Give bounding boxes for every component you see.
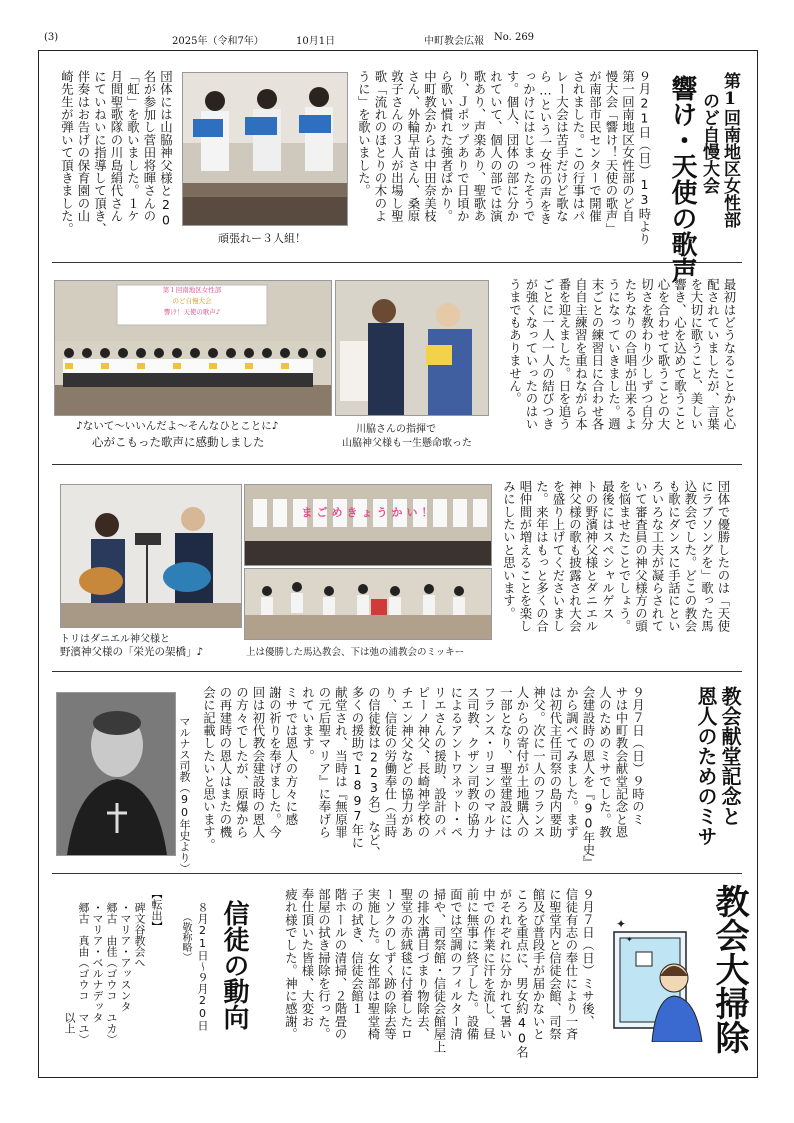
article4-body: ９月７日（日）９時のミ サは中町教会献堂記念と恩 人のためのミサでした。教 会建設時の恩人を『90年史』 から調べてみました。まず は初代主任司祭の島内要助 神父。次に一人のフランス 人からの寄付が土地購入の 一部となり、聖堂建設には フランス・リヨンのマルナ ス司教、クザン司教の協力 によるアントワネット・ペ リエさんの援助、設計のパ ピーノ神父、長崎神学校の チエン神父などの協力があ り、信徒の労働奉仕（当時 の信徒数は223名）など、 多くの援助で1897年に 献堂され、当時は『無原罪 の元后聖マリア』に奉げら れています。 ミサでは恩人の方々に感 謝の祈りを奉げました。今 回は初代教会建設時の恩人 の方々でしたが、原爆から の再建時の恩人はまたの機 会に記載したいと思います。 xyxy=(201,686,646,869)
article6-range: ８月21日〜９月20日 xyxy=(196,902,209,1031)
magome-sign: まごめきょうかい！ xyxy=(301,506,437,519)
article1-title-line1: 第1回南地区女性部 xyxy=(720,72,740,228)
transfer-line: ・マリア・ベルナデッタ xyxy=(91,902,104,1023)
conductor-photo xyxy=(335,280,489,416)
event-banner xyxy=(118,285,266,318)
transfer-line: ・マリア・アッスンタ xyxy=(119,902,132,1012)
transfer-end: 以上 xyxy=(63,1012,76,1034)
article1-title-line3: 響け・天使の歌声 xyxy=(667,75,697,283)
conductor-caption-line2: 山脇神父様も一生懸命歌った xyxy=(342,438,472,449)
cleaning-person-illustration xyxy=(612,918,706,1042)
transfer-line: 郷古 由佳（ゴウコ ユカ） xyxy=(105,902,118,1045)
newsletter-name: 中町教会広報 xyxy=(424,36,484,47)
bishop-caption-source: （90年史より） xyxy=(178,782,191,874)
section-divider xyxy=(52,464,742,465)
transfer-line: 郷古 真由（ゴウコ マユ） xyxy=(77,902,90,1045)
article5-title: 教会大掃除 xyxy=(709,884,749,1054)
mickey-dance-illustration xyxy=(245,569,491,639)
bishop-portrait-illustration xyxy=(57,693,175,855)
guitar-caption-line2: 野濱神父様の「栄光の架橋」♪ xyxy=(60,646,204,658)
trio-singers-photo xyxy=(182,72,348,226)
page-number: (3) xyxy=(44,32,59,43)
magome-choir-photo xyxy=(244,484,492,566)
svg-text:✦: ✦ xyxy=(616,918,627,931)
section-divider xyxy=(52,262,742,263)
mickey-dance-photo xyxy=(244,568,492,640)
window-cleaning-illustration xyxy=(612,918,706,1042)
dance-caption: 上は優勝した馬込教会、下は弛の浦教会のミッキー xyxy=(246,647,465,658)
transfer-list xyxy=(62,902,146,1062)
article2-body: 最初はどうなることかと心 配されていましたが、言葉 を大切に歌うこと、美しい 響き、心を込めて歌うこと 心を合わせて歌うことの大 切さを教わり少しずつ自分 たちなりの合唱が出来るよ うになっていきました。週 末ごとの練習日に合わせ各 自自主練習を重ねながら本 番を迎えました。日を追う ごとに一人一人の結びつき が強くなっていったのはい うまでもありません。 xyxy=(507,278,737,431)
section-divider xyxy=(52,873,742,874)
guitar-priests-illustration xyxy=(61,485,241,627)
svg-text:✦: ✦ xyxy=(626,935,633,944)
article1-body: ９月21日（日）13時より 第一回南地区女性部のど自 慢大会「響け！天使の歌声」 が南部市民センターで開催 されました。この行事はパ レー大会は苦手だけど歌な ら…という一女性の声をき っかけにはじまったそうで す。個人、団体の部に分か れていて、個人の部では演 歌あり、声楽あり、聖歌あ り、Ｊポップありで日頃か ら歌い慣れた強者ばかり。 中町教会からは中田奈美枝 さん、外輪早苗さん、桑原 敦子さんの３人が出場し聖 歌「流れのほとりの木のよ うに」を歌いました。 xyxy=(356,70,652,246)
bishop-caption-name: マルナス司教 xyxy=(178,716,191,782)
event-banner-line1: 第１回南地区女性部 xyxy=(162,286,222,294)
article6-title: 信徒の動向 xyxy=(219,900,249,1030)
article1-title-line2: のど自慢大会 xyxy=(699,92,719,194)
guitar-priests-photo xyxy=(60,484,242,628)
article1-body-continued: 団体には山脇神父様と20 名が参加し菅田将暉さんの 「虹」を歌いました。１ケ 月間聖歌隊の川島絹代さん にていねいに指導して頂き、 伴奏はお告げの保育園の山 崎先生が弾いて頂きました。 xyxy=(59,70,174,236)
event-banner-line2: のど自慢大会 xyxy=(172,297,212,305)
article5-body: ９月７日（日）ミサ後、 信徒有志の奉仕により一斉 に聖堂内と信徒会館、司祭 館及び普段手が届かないと ころを重点に、男女約40名 がそれぞれに分かれて暑い 中での作業に汗を流し、昼 前に無事に終了した。設備 面では空調のフィルター清 掃や、司祭館・信徒会館屋上 の排水溝目づまり物除去、 聖堂の赤絨毯に付着したロ ーソクのしずく跡の除去等 実施した。女性部は聖堂椅 子の拭き、信徒会館１ 階ホールの清掃、２階畳の 部屋の拭き掃除を行った。 奉仕頂いた皆様、大変お 疲れ様でした。神に感謝。 xyxy=(283,888,596,1059)
trio-photo-caption: 頑張れー３人組！ xyxy=(218,232,306,245)
article4-title-line1: 教会献堂記念と xyxy=(718,686,742,826)
issue-number: No. 269 xyxy=(494,32,535,43)
article4-title-line2: 恩人のためのミサ xyxy=(694,686,718,846)
article3-body: 団体で優勝したのは「天使 にラブソングを」歌った馬 込教会でした。どこの教会 も歌にダンスに手話にとい ろいろな工夫が凝らされて いて審査員の神父様方の頭 を悩ませたことでしょう。 最後にはスペシャルゲス トの野濱神父様とダニエル 神父様の歌も披露され大会 を盛り上げてくださいまし た。来年はもっと多くの合 唱仲間が増えることを楽し みにしたいと思います。 xyxy=(501,480,731,633)
issue-date-year: 2025年（令和7年） xyxy=(172,36,264,47)
section-divider xyxy=(52,671,742,672)
bishop-marnas-portrait xyxy=(56,692,176,856)
trio-singers-illustration xyxy=(183,73,347,225)
conductor-caption-line1: 川脇さんの指揮で xyxy=(356,424,436,435)
bishop-caption xyxy=(178,716,191,874)
choir-caption-line1: ♪ないて〜いいんだよ〜そんなひとことに♪ xyxy=(76,420,279,432)
conductor-illustration xyxy=(336,281,488,415)
choir-caption-line2: 心がこもった歌声に感動しました xyxy=(92,435,265,449)
transfer-line: 碑文谷教会へ xyxy=(133,902,146,968)
article6-note: （敬称略） xyxy=(180,912,191,962)
issue-date-day: 10月1日 xyxy=(296,36,336,47)
magome-choir-illustration xyxy=(245,485,491,565)
guitar-caption-line1: トリはダニエル神父様と xyxy=(60,634,170,645)
transfer-heading: 【転出】 xyxy=(150,888,163,932)
event-banner-line3: 響け！天使の歌声♪ xyxy=(163,308,221,316)
